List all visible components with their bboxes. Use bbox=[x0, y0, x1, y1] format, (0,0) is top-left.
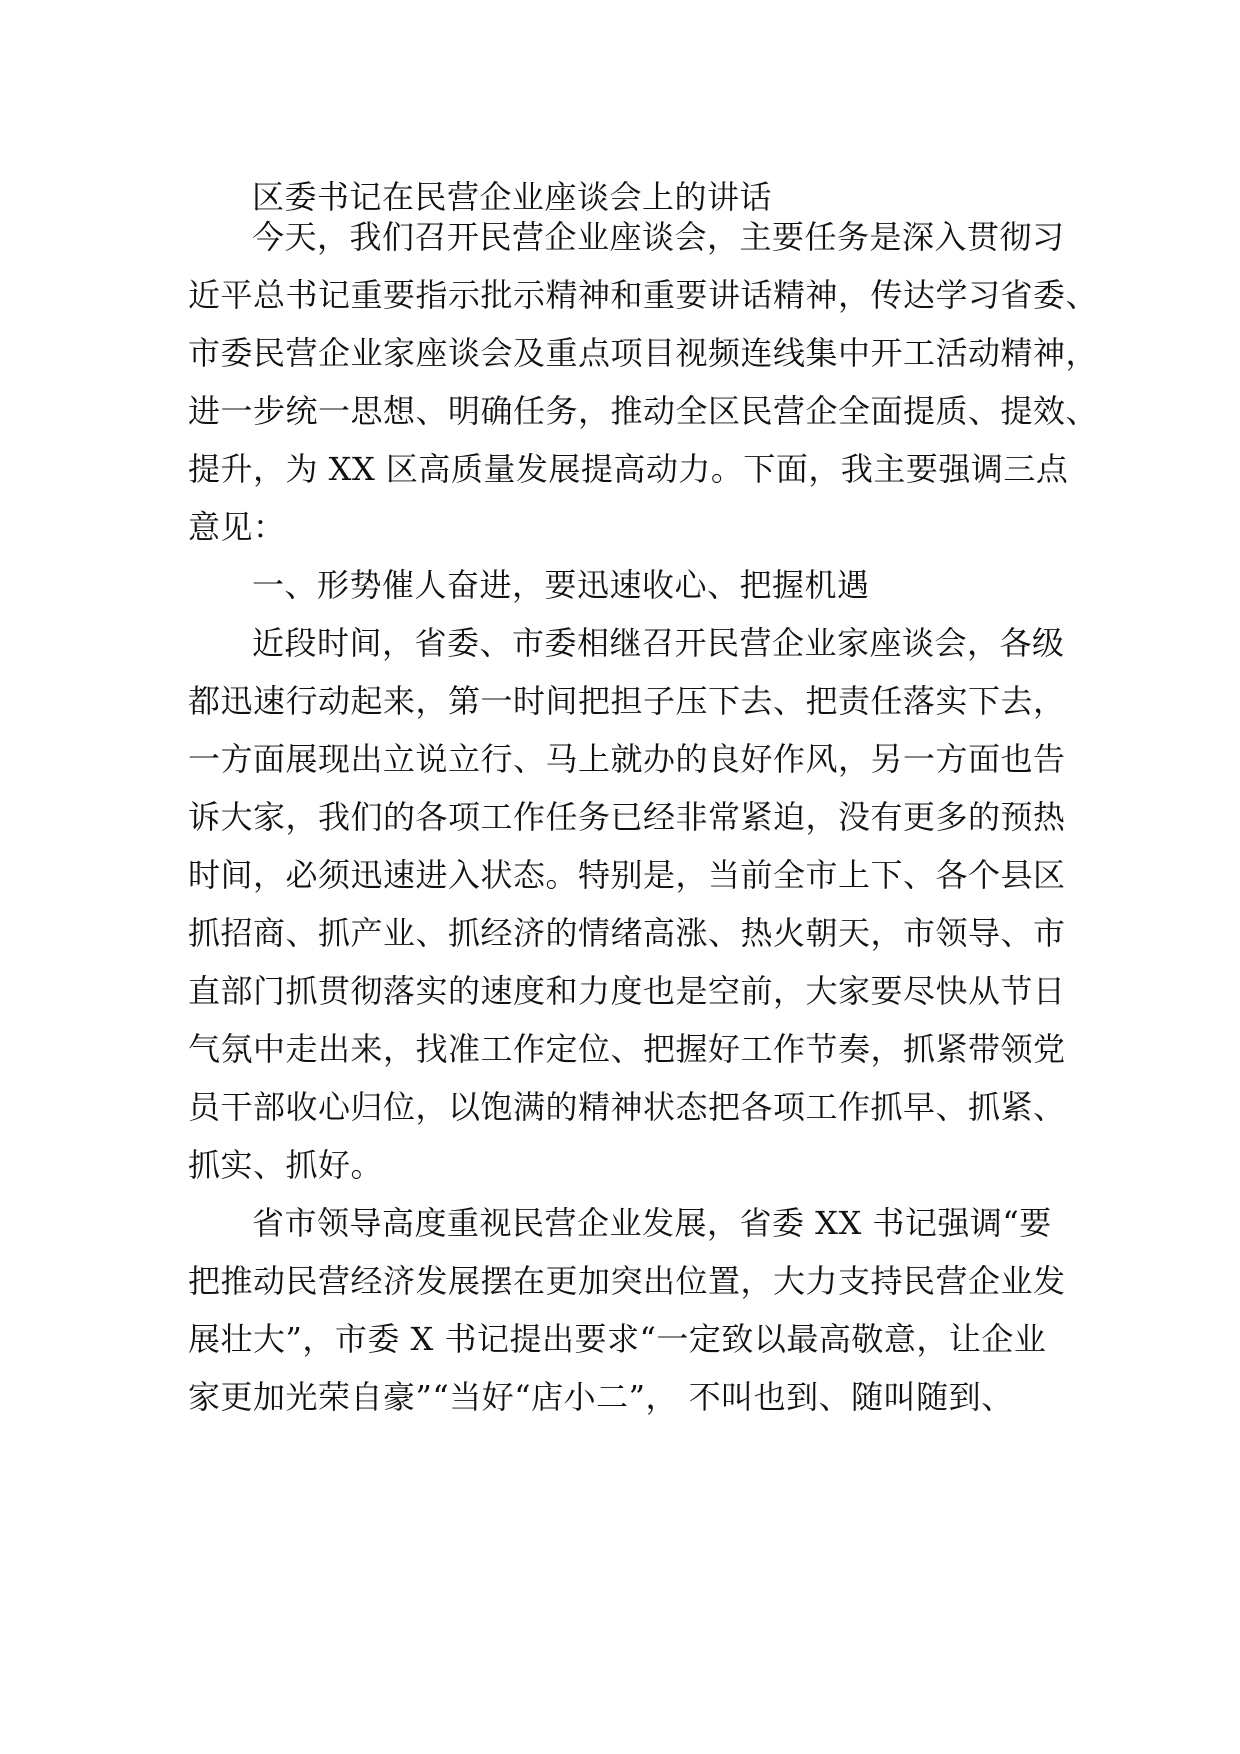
paragraph-line: 意见： bbox=[188, 508, 286, 546]
section-heading: 一、形势催人奋进，要迅速收心、把握机遇 bbox=[252, 566, 870, 604]
paragraph-line: 一方面展现出立说立行、马上就办的良好作风，另一方面也告 bbox=[188, 740, 1066, 778]
paragraph-line: 展壮大”，市委 X 书记提出要求“一定致以最高敬意，让企业 bbox=[188, 1320, 1047, 1358]
paragraph-line: 今天，我们召开民营企业座谈会，主要任务是深入贯彻习 bbox=[252, 218, 1065, 256]
paragraph-line: 都迅速行动起来，第一时间把担子压下去、把责任落实下去， bbox=[188, 682, 1066, 720]
paragraph-line: 省市领导高度重视民营企业发展，省委 XX 书记强调“要 bbox=[252, 1204, 1052, 1242]
paragraph-line: 市委民营企业家座谈会及重点项目视频连线集中开工活动精神， bbox=[188, 334, 1099, 372]
paragraph-line: 把推动民营经济发展摆在更加突出位置，大力支持民营企业发 bbox=[188, 1262, 1066, 1300]
paragraph-line: 时间，必须迅速进入状态。特别是，当前全市上下、各个县区 bbox=[188, 856, 1066, 894]
paragraph-line: 近平总书记重要指示批示精神和重要讲话精神，传达学习省委、 bbox=[188, 276, 1099, 314]
paragraph-line: 员干部收心归位，以饱满的精神状态把各项工作抓早、抓紧、 bbox=[188, 1088, 1066, 1126]
paragraph-line: 近段时间，省委、市委相继召开民营企业家座谈会，各级 bbox=[252, 624, 1065, 662]
document-title: 区委书记在民营企业座谈会上的讲话 bbox=[252, 178, 773, 216]
paragraph-line: 进一步统一思想、明确任务，推动全区民营企全面提质、提效、 bbox=[188, 392, 1099, 430]
paragraph-line: 直部门抓贯彻落实的速度和力度也是空前，大家要尽快从节日 bbox=[188, 972, 1066, 1010]
paragraph-line: 抓招商、抓产业、抓经济的情绪高涨、热火朝天，市领导、市 bbox=[188, 914, 1066, 952]
paragraph-line: 提升，为 XX 区高质量发展提高动力。下面，我主要强调三点 bbox=[188, 450, 1069, 488]
paragraph-line: 诉大家，我们的各项工作任务已经非常紧迫，没有更多的预热 bbox=[188, 798, 1066, 836]
paragraph-line: 气氛中走出来，找准工作定位、把握好工作节奏，抓紧带领党 bbox=[188, 1030, 1066, 1068]
paragraph-line: 家更加光荣自豪”“当好“店小二”， 不叫也到、随叫随到、 bbox=[188, 1378, 1014, 1416]
paragraph-line: 抓实、抓好。 bbox=[188, 1146, 384, 1184]
